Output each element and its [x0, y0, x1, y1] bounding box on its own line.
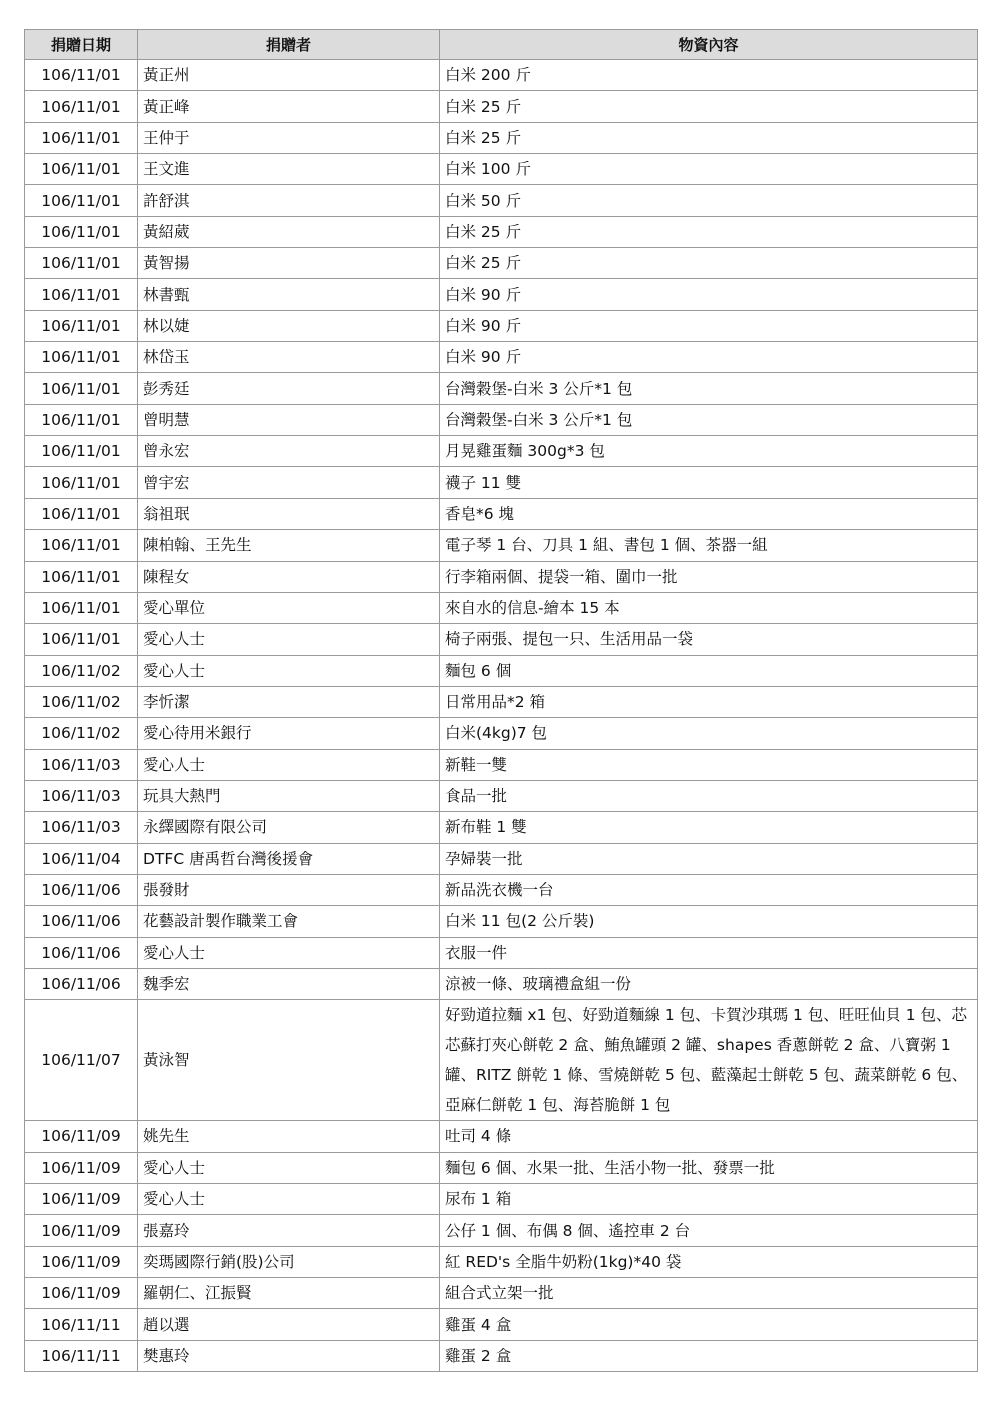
donation-table	[24, 29, 978, 1372]
cell-date: 106/11/01	[25, 624, 138, 655]
cell-donor: 黃正州	[138, 60, 440, 91]
cell-date: 106/11/01	[25, 498, 138, 529]
cell-items: 白米 25 斤	[440, 91, 978, 122]
cell-donor: 王仲于	[138, 122, 440, 153]
cell-items: 麵包 6 個、水果一批、生活小物一批、發票一批	[440, 1152, 978, 1183]
cell-donor: 永繹國際有限公司	[138, 812, 440, 843]
table-row	[25, 154, 978, 185]
cell-items: 白米 200 斤	[440, 60, 978, 91]
cell-donor: DTFC 唐禹哲台灣後援會	[138, 843, 440, 874]
cell-items: 紅 RED's 全脂牛奶粉(1kg)*40 袋	[440, 1246, 978, 1277]
cell-date: 106/11/01	[25, 310, 138, 341]
cell-date: 106/11/03	[25, 749, 138, 780]
cell-items: 衣服一件	[440, 937, 978, 968]
table-row	[25, 185, 978, 216]
cell-date: 106/11/11	[25, 1340, 138, 1371]
table-row	[25, 686, 978, 717]
cell-items: 台灣穀堡-白米 3 公斤*1 包	[440, 404, 978, 435]
table-body	[25, 60, 978, 1372]
cell-date: 106/11/01	[25, 60, 138, 91]
cell-date: 106/11/02	[25, 718, 138, 749]
cell-donor: 愛心人士	[138, 655, 440, 686]
table-row	[25, 624, 978, 655]
cell-date: 106/11/01	[25, 91, 138, 122]
cell-items: 白米 100 斤	[440, 154, 978, 185]
table-row	[25, 248, 978, 279]
cell-donor: 曾永宏	[138, 436, 440, 467]
table-row	[25, 1246, 978, 1277]
cell-donor: 許舒淇	[138, 185, 440, 216]
cell-date: 106/11/09	[25, 1121, 138, 1152]
table-row	[25, 874, 978, 905]
table-row	[25, 404, 978, 435]
cell-date: 106/11/06	[25, 968, 138, 999]
cell-date: 106/11/02	[25, 686, 138, 717]
cell-date: 106/11/04	[25, 843, 138, 874]
table-row	[25, 592, 978, 623]
cell-date: 106/11/01	[25, 561, 138, 592]
table-row	[25, 530, 978, 561]
table-row	[25, 780, 978, 811]
cell-date: 106/11/01	[25, 436, 138, 467]
cell-items: 組合式立架一批	[440, 1278, 978, 1309]
table-row	[25, 122, 978, 153]
table-row	[25, 436, 978, 467]
cell-items: 行李箱兩個、提袋一箱、圍巾一批	[440, 561, 978, 592]
cell-donor: 林岱玉	[138, 342, 440, 373]
table-row	[25, 749, 978, 780]
table-row	[25, 279, 978, 310]
cell-date: 106/11/06	[25, 906, 138, 937]
header-items: 物資內容	[440, 30, 978, 60]
table-row	[25, 843, 978, 874]
cell-date: 106/11/01	[25, 216, 138, 247]
cell-donor: 羅朝仁、江振賢	[138, 1278, 440, 1309]
cell-items: 好勁道拉麵 x1 包、好勁道麵線 1 包、卡賀沙琪瑪 1 包、旺旺仙貝 1 包、芯芯蘇打夾心餅乾 2 盒、鮪魚罐頭 2 罐、shapes 香蔥餅乾 2 盒、八寶粥 1 罐、RITZ 餅乾 1 條、雪燒餅乾 5 包、藍藻起士餅乾 5 包、蔬菜餅乾 6 包、亞麻仁餅乾 1 包、海苔脆餅 1 包	[440, 1000, 978, 1121]
cell-donor: 奕瑪國際行銷(股)公司	[138, 1246, 440, 1277]
cell-donor: 黃正峰	[138, 91, 440, 122]
table-row	[25, 1184, 978, 1215]
cell-items: 白米 90 斤	[440, 310, 978, 341]
cell-donor: 愛心人士	[138, 749, 440, 780]
cell-items: 日常用品*2 箱	[440, 686, 978, 717]
cell-date: 106/11/09	[25, 1278, 138, 1309]
cell-date: 106/11/09	[25, 1215, 138, 1246]
cell-date: 106/11/01	[25, 279, 138, 310]
cell-date: 106/11/01	[25, 592, 138, 623]
cell-items: 雞蛋 4 盒	[440, 1309, 978, 1340]
cell-items: 月晃雞蛋麵 300g*3 包	[440, 436, 978, 467]
cell-donor: 張嘉玲	[138, 1215, 440, 1246]
cell-date: 106/11/01	[25, 122, 138, 153]
cell-items: 新布鞋 1 雙	[440, 812, 978, 843]
cell-items: 白米 50 斤	[440, 185, 978, 216]
cell-date: 106/11/01	[25, 342, 138, 373]
table-row	[25, 498, 978, 529]
cell-date: 106/11/06	[25, 874, 138, 905]
table-row	[25, 718, 978, 749]
cell-items: 襪子 11 雙	[440, 467, 978, 498]
cell-donor: 曾宇宏	[138, 467, 440, 498]
table-row	[25, 1152, 978, 1183]
table-row	[25, 937, 978, 968]
cell-items: 孕婦裝一批	[440, 843, 978, 874]
cell-donor: 趙以選	[138, 1309, 440, 1340]
cell-donor: 愛心人士	[138, 624, 440, 655]
table-row	[25, 1309, 978, 1340]
cell-date: 106/11/06	[25, 937, 138, 968]
table-row	[25, 561, 978, 592]
cell-date: 106/11/01	[25, 404, 138, 435]
cell-donor: 陳程女	[138, 561, 440, 592]
cell-date: 106/11/01	[25, 530, 138, 561]
cell-donor: 陳柏翰、王先生	[138, 530, 440, 561]
cell-date: 106/11/09	[25, 1184, 138, 1215]
cell-date: 106/11/07	[25, 1000, 138, 1121]
table-row	[25, 91, 978, 122]
cell-donor: 黃智揚	[138, 248, 440, 279]
cell-date: 106/11/01	[25, 373, 138, 404]
cell-date: 106/11/09	[25, 1246, 138, 1277]
cell-donor: 林以婕	[138, 310, 440, 341]
table-row	[25, 812, 978, 843]
cell-donor: 曾明慧	[138, 404, 440, 435]
cell-items: 白米 90 斤	[440, 342, 978, 373]
cell-items: 香皂*6 塊	[440, 498, 978, 529]
table-row	[25, 310, 978, 341]
cell-donor: 愛心待用米銀行	[138, 718, 440, 749]
table-row	[25, 1340, 978, 1371]
cell-donor: 花藝設計製作職業工會	[138, 906, 440, 937]
cell-donor: 李忻潔	[138, 686, 440, 717]
cell-items: 白米 25 斤	[440, 248, 978, 279]
table-row	[25, 342, 978, 373]
cell-donor: 玩具大熱門	[138, 780, 440, 811]
cell-items: 椅子兩張、提包一只、生活用品一袋	[440, 624, 978, 655]
table-row	[25, 968, 978, 999]
cell-donor: 彭秀廷	[138, 373, 440, 404]
header-date: 捐贈日期	[25, 30, 138, 60]
cell-date: 106/11/03	[25, 780, 138, 811]
table-row	[25, 655, 978, 686]
cell-items: 白米 25 斤	[440, 122, 978, 153]
table-header	[25, 30, 978, 60]
cell-items: 新品洗衣機一台	[440, 874, 978, 905]
cell-donor: 翁祖珉	[138, 498, 440, 529]
cell-items: 白米(4kg)7 包	[440, 718, 978, 749]
cell-date: 106/11/01	[25, 248, 138, 279]
table-row	[25, 216, 978, 247]
cell-items: 電子琴 1 台、刀具 1 組、書包 1 個、茶器一組	[440, 530, 978, 561]
cell-donor: 姚先生	[138, 1121, 440, 1152]
cell-donor: 魏季宏	[138, 968, 440, 999]
cell-donor: 張發財	[138, 874, 440, 905]
table-row	[25, 1215, 978, 1246]
cell-donor: 愛心人士	[138, 1184, 440, 1215]
cell-donor: 黃紹葳	[138, 216, 440, 247]
cell-date: 106/11/09	[25, 1152, 138, 1183]
cell-donor: 黃泳智	[138, 1000, 440, 1121]
cell-items: 白米 25 斤	[440, 216, 978, 247]
cell-date: 106/11/01	[25, 185, 138, 216]
cell-items: 食品一批	[440, 780, 978, 811]
cell-donor: 愛心人士	[138, 1152, 440, 1183]
cell-donor: 王文進	[138, 154, 440, 185]
cell-donor: 愛心人士	[138, 937, 440, 968]
table-row	[25, 1000, 978, 1121]
table-row	[25, 1278, 978, 1309]
cell-items: 白米 11 包(2 公斤裝)	[440, 906, 978, 937]
cell-donor: 林書甄	[138, 279, 440, 310]
cell-items: 雞蛋 2 盒	[440, 1340, 978, 1371]
cell-items: 涼被一條、玻璃禮盒組一份	[440, 968, 978, 999]
header-row	[25, 30, 978, 60]
cell-date: 106/11/01	[25, 467, 138, 498]
cell-items: 來自水的信息-繪本 15 本	[440, 592, 978, 623]
table-row	[25, 373, 978, 404]
cell-items: 台灣穀堡-白米 3 公斤*1 包	[440, 373, 978, 404]
header-donor: 捐贈者	[138, 30, 440, 60]
cell-donor: 樊惠玲	[138, 1340, 440, 1371]
cell-date: 106/11/11	[25, 1309, 138, 1340]
cell-items: 麵包 6 個	[440, 655, 978, 686]
cell-date: 106/11/03	[25, 812, 138, 843]
table-row	[25, 1121, 978, 1152]
cell-items: 吐司 4 條	[440, 1121, 978, 1152]
table-row	[25, 467, 978, 498]
cell-date: 106/11/01	[25, 154, 138, 185]
cell-items: 尿布 1 箱	[440, 1184, 978, 1215]
table-row	[25, 60, 978, 91]
table-row	[25, 906, 978, 937]
cell-items: 公仔 1 個、布偶 8 個、遙控車 2 台	[440, 1215, 978, 1246]
cell-items: 新鞋一雙	[440, 749, 978, 780]
cell-donor: 愛心單位	[138, 592, 440, 623]
cell-items: 白米 90 斤	[440, 279, 978, 310]
cell-date: 106/11/02	[25, 655, 138, 686]
